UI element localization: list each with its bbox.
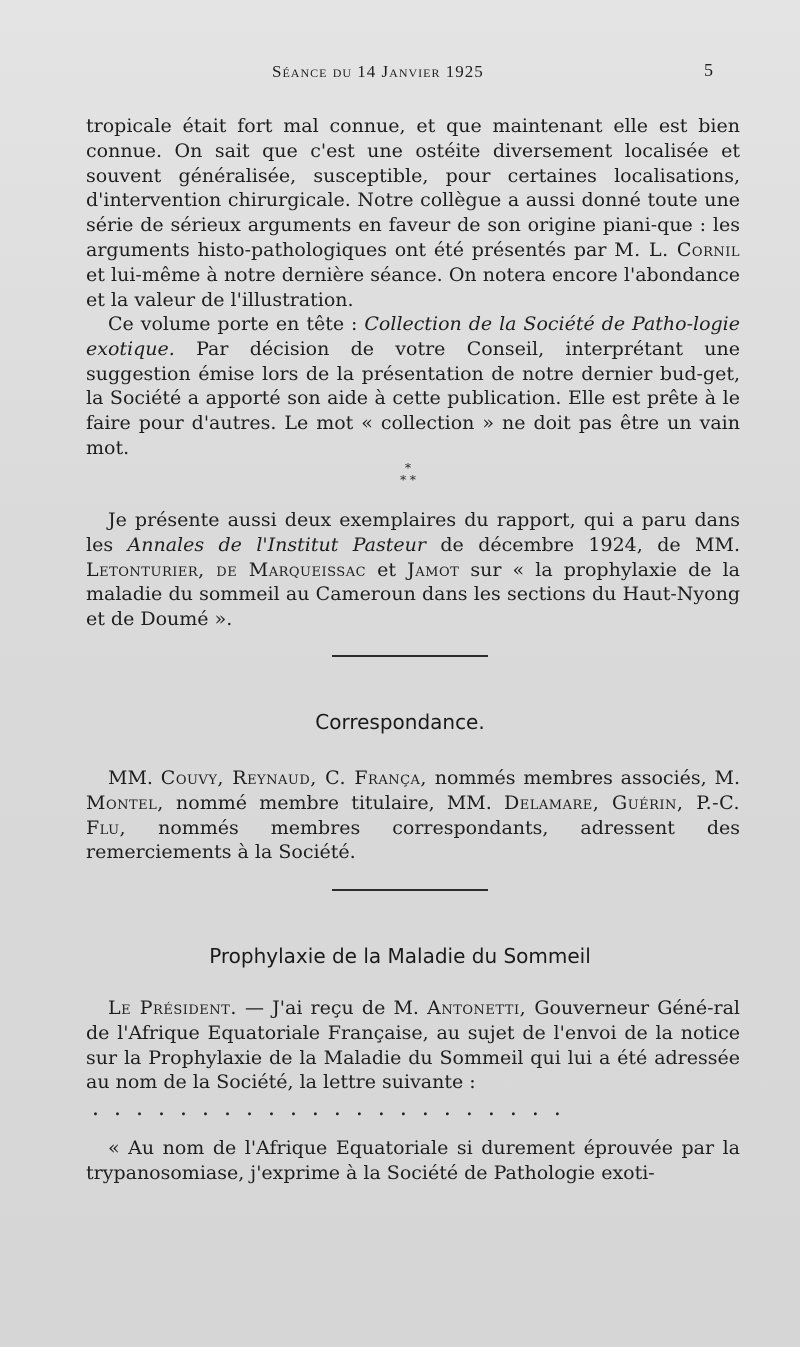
section-rule xyxy=(332,655,488,657)
running-head xyxy=(0,58,800,88)
paragraph-letter-quote xyxy=(86,1136,740,1186)
author-name: Jamot xyxy=(407,558,460,581)
paragraph-text: « Au nom de l'Afrique Equatoriale si durement éprouvée par la trypanosomiase, j'exprime à la Société de Pathologie exoti- xyxy=(86,1137,740,1184)
author-name: M. L. Cornil xyxy=(614,238,741,261)
member-names: Couvy, Reynaud, C. França, xyxy=(160,767,427,789)
paragraph-text: nommés membres associés, M. xyxy=(434,767,740,789)
ellipsis-line: ...................... xyxy=(92,1096,576,1121)
paragraph-correspondance xyxy=(86,766,740,865)
section-separator-stars xyxy=(388,462,428,494)
collection-title: Collection de la Société de Patho-logie exotique. xyxy=(86,313,740,360)
paragraph-text: sur « la prophylaxie de la maladie du sommeil au Cameroun dans les sections du Haut-Nyong et de Doumé ». xyxy=(86,558,740,631)
running-title: Séance du 14 Janvier 1925 xyxy=(272,62,484,81)
member-name: Montel, xyxy=(86,791,164,814)
author-names: Letonturier, de Marqueissac xyxy=(86,558,367,581)
paragraph-text: — J'ai reçu de M. xyxy=(245,997,419,1019)
section-rule xyxy=(332,889,488,891)
page-number: 5 xyxy=(704,60,713,80)
star-bottom: * * xyxy=(400,473,416,487)
heading-prophylaxie: Prophylaxie de la Maladie du Sommeil xyxy=(209,944,591,968)
paragraph-text: Ce volume porte en tête : xyxy=(108,313,358,335)
governor-name: Antonetti, xyxy=(427,997,527,1019)
paragraph-rapport xyxy=(86,508,740,632)
paragraph-text: de décembre 1924, de MM. xyxy=(440,533,740,556)
paragraph-ossature xyxy=(86,114,740,312)
paragraph-president xyxy=(86,996,740,1095)
paragraph-text: et lui-même à notre dernière séance. On notera encore l'abondance et la valeur de l'illustration. xyxy=(86,263,740,311)
paragraph-text: nommé membre titulaire, MM. xyxy=(176,791,492,814)
paragraph-text: Gouverneur Géné-ral de l'Afrique Equatoriale Française, au sujet de l'envoi de la notice sur la Prophylaxie de la Maladie du Sommeil qui lui a été adressée au nom de la Société, la lettre suivante : xyxy=(86,997,740,1094)
paragraph-text: et xyxy=(377,558,397,581)
paragraph-text: MM. xyxy=(108,767,153,789)
star-top: * xyxy=(405,461,411,475)
journal-title: Annales de l'Institut Pasteur xyxy=(127,533,426,556)
paragraph-text: tropicale était fort mal connue, et que maintenant elle est bien connue. On sait que c'est une ostéite diversement localisée et souvent généralisée, susceptible, pour certaines localisations, d'intervention chirurgicale. Notre collègue a aussi donné toute une série de sérieux arguments en faveur de son origine piani-que : les arguments histo-pathologiques ont été présentés par xyxy=(86,115,740,261)
paragraph-text: Je présente aussi deux exemplaires du rapport, qui a paru dans les xyxy=(86,509,740,556)
member-names: Delamare, Guérin, P.-C. Flu, xyxy=(86,791,740,839)
paragraph-collection xyxy=(86,312,740,461)
paragraph-text: Par décision de votre Conseil, interprétant une suggestion émise lors de la présentation de notre dernier bud-get, la Société a apporté son aide à cette publication. Elle est prête à le faire pour d'autres. Le mot « collection » ne doit pas être un vain mot. xyxy=(86,337,740,459)
paragraph-text: nommés membres correspondants, adressent des remerciements à la Société. xyxy=(86,816,740,864)
speaker-name: Le Président. xyxy=(108,997,237,1019)
heading-correspondance: Correspondance. xyxy=(315,710,485,734)
